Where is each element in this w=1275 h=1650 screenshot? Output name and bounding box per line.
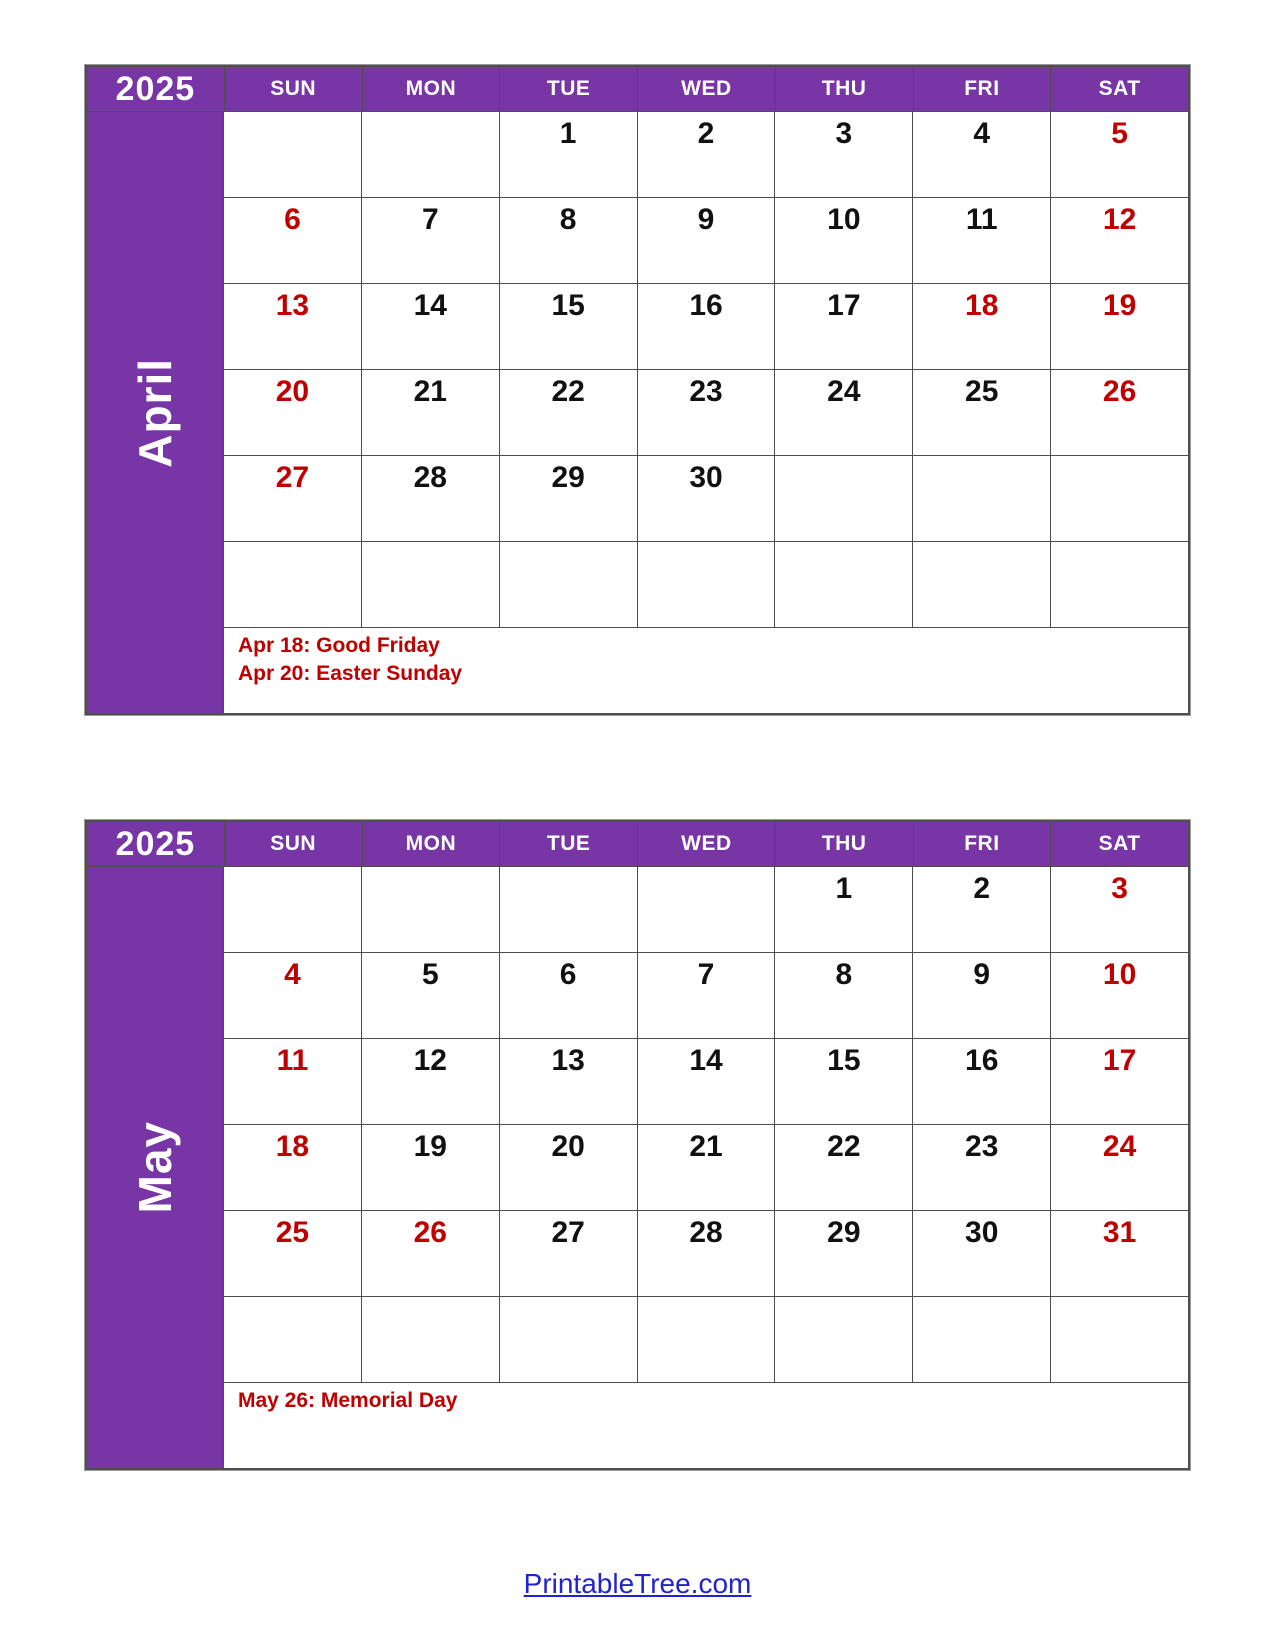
day-cell-empty bbox=[224, 542, 362, 627]
week-row bbox=[224, 284, 1188, 370]
may-body bbox=[87, 867, 1188, 1468]
day-cell-7: 7 bbox=[638, 953, 776, 1038]
week-row bbox=[224, 867, 1188, 953]
may-2025-calendar bbox=[85, 820, 1190, 1470]
day-cell-empty bbox=[1051, 456, 1188, 541]
day-cell-15: 15 bbox=[500, 284, 638, 369]
day-cell-31: 31 bbox=[1051, 1211, 1188, 1296]
day-cell-13: 13 bbox=[224, 284, 362, 369]
weekday-header-sat: SAT bbox=[1051, 67, 1188, 112]
week-row bbox=[224, 1039, 1188, 1125]
day-cell-19: 19 bbox=[1051, 284, 1188, 369]
weekday-header-sun: SUN bbox=[225, 67, 363, 112]
day-cell-20: 20 bbox=[500, 1125, 638, 1210]
day-cell-22: 22 bbox=[500, 370, 638, 455]
day-cell-30: 30 bbox=[913, 1211, 1051, 1296]
day-cell-empty bbox=[913, 456, 1051, 541]
day-cell-8: 8 bbox=[500, 198, 638, 283]
may-date-grid bbox=[224, 867, 1188, 1468]
day-cell-11: 11 bbox=[224, 1039, 362, 1124]
day-cell-empty bbox=[500, 542, 638, 627]
day-cell-6: 6 bbox=[224, 198, 362, 283]
day-cell-27: 27 bbox=[224, 456, 362, 541]
day-cell-empty bbox=[362, 112, 500, 197]
day-cell-1: 1 bbox=[500, 112, 638, 197]
day-cell-4: 4 bbox=[224, 953, 362, 1038]
day-cell-16: 16 bbox=[638, 284, 776, 369]
day-cell-28: 28 bbox=[362, 456, 500, 541]
week-row bbox=[224, 370, 1188, 456]
day-cell-1: 1 bbox=[775, 867, 913, 952]
day-cell-empty bbox=[224, 867, 362, 952]
day-cell-empty bbox=[362, 542, 500, 627]
may-header-row bbox=[87, 822, 1188, 867]
holiday-notes-row bbox=[224, 628, 1188, 713]
april-month-sidebar bbox=[87, 112, 224, 713]
weekday-header-thu: THU bbox=[776, 67, 914, 112]
day-cell-17: 17 bbox=[1051, 1039, 1188, 1124]
day-cell-empty bbox=[224, 112, 362, 197]
day-cell-3: 3 bbox=[1051, 867, 1188, 952]
day-cell-26: 26 bbox=[1051, 370, 1188, 455]
day-cell-20: 20 bbox=[224, 370, 362, 455]
month-name-label: April bbox=[129, 357, 181, 468]
day-cell-8: 8 bbox=[775, 953, 913, 1038]
year-label: 2025 bbox=[87, 67, 225, 112]
day-cell-28: 28 bbox=[638, 1211, 776, 1296]
day-cell-22: 22 bbox=[775, 1125, 913, 1210]
day-cell-29: 29 bbox=[775, 1211, 913, 1296]
day-cell-4: 4 bbox=[913, 112, 1051, 197]
day-cell-empty bbox=[775, 456, 913, 541]
day-cell-7: 7 bbox=[362, 198, 500, 283]
day-cell-18: 18 bbox=[224, 1125, 362, 1210]
day-cell-23: 23 bbox=[913, 1125, 1051, 1210]
day-cell-empty bbox=[913, 542, 1051, 627]
day-cell-10: 10 bbox=[1051, 953, 1188, 1038]
day-cell-18: 18 bbox=[913, 284, 1051, 369]
day-cell-29: 29 bbox=[500, 456, 638, 541]
holiday-note: Apr 20: Easter Sunday bbox=[238, 662, 463, 686]
week-row bbox=[224, 542, 1188, 628]
day-cell-empty bbox=[638, 867, 776, 952]
day-cell-empty bbox=[500, 867, 638, 952]
day-cell-empty bbox=[224, 1297, 362, 1382]
day-cell-27: 27 bbox=[500, 1211, 638, 1296]
day-cell-empty bbox=[638, 1297, 776, 1382]
holiday-note: Apr 18: Good Friday bbox=[238, 634, 440, 657]
day-cell-16: 16 bbox=[913, 1039, 1051, 1124]
day-cell-25: 25 bbox=[224, 1211, 362, 1296]
week-row bbox=[224, 456, 1188, 542]
day-cell-23: 23 bbox=[638, 370, 776, 455]
day-cell-empty bbox=[1051, 1297, 1188, 1382]
day-cell-5: 5 bbox=[1051, 112, 1188, 197]
footer-site-link[interactable]: PrintableTree.com bbox=[523, 1568, 752, 1599]
weekday-header-sat: SAT bbox=[1051, 822, 1188, 867]
day-cell-24: 24 bbox=[775, 370, 913, 455]
weekday-header-tue: TUE bbox=[500, 822, 638, 867]
day-cell-26: 26 bbox=[362, 1211, 500, 1296]
day-cell-empty bbox=[775, 542, 913, 627]
footer bbox=[0, 1568, 1275, 1600]
day-cell-empty bbox=[362, 1297, 500, 1382]
day-cell-empty bbox=[1051, 542, 1188, 627]
day-cell-5: 5 bbox=[362, 953, 500, 1038]
week-row bbox=[224, 1125, 1188, 1211]
day-cell-12: 12 bbox=[362, 1039, 500, 1124]
day-cell-11: 11 bbox=[913, 198, 1051, 283]
weekday-header-fri: FRI bbox=[914, 67, 1052, 112]
day-cell-2: 2 bbox=[638, 112, 776, 197]
weekday-header-thu: THU bbox=[776, 822, 914, 867]
day-cell-14: 14 bbox=[362, 284, 500, 369]
weekday-header-mon: MON bbox=[363, 822, 501, 867]
april-2025-calendar bbox=[85, 65, 1190, 715]
day-cell-14: 14 bbox=[638, 1039, 776, 1124]
day-cell-3: 3 bbox=[775, 112, 913, 197]
day-cell-empty bbox=[638, 542, 776, 627]
day-cell-empty bbox=[913, 1297, 1051, 1382]
day-cell-13: 13 bbox=[500, 1039, 638, 1124]
day-cell-2: 2 bbox=[913, 867, 1051, 952]
day-cell-9: 9 bbox=[638, 198, 776, 283]
may-month-sidebar bbox=[87, 867, 224, 1468]
month-name-label: May bbox=[129, 1121, 181, 1214]
day-cell-6: 6 bbox=[500, 953, 638, 1038]
day-cell-19: 19 bbox=[362, 1125, 500, 1210]
day-cell-15: 15 bbox=[775, 1039, 913, 1124]
day-cell-empty bbox=[500, 1297, 638, 1382]
week-row bbox=[224, 1211, 1188, 1297]
day-cell-25: 25 bbox=[913, 370, 1051, 455]
day-cell-21: 21 bbox=[638, 1125, 776, 1210]
weekday-header-sun: SUN bbox=[225, 822, 363, 867]
april-body bbox=[87, 112, 1188, 713]
week-row bbox=[224, 1297, 1188, 1383]
year-label: 2025 bbox=[87, 822, 225, 867]
week-row bbox=[224, 112, 1188, 198]
day-cell-30: 30 bbox=[638, 456, 776, 541]
day-cell-24: 24 bbox=[1051, 1125, 1188, 1210]
day-cell-empty bbox=[362, 867, 500, 952]
day-cell-empty bbox=[775, 1297, 913, 1382]
weekday-header-mon: MON bbox=[363, 67, 501, 112]
day-cell-12: 12 bbox=[1051, 198, 1188, 283]
holiday-notes-row bbox=[224, 1383, 1188, 1468]
day-cell-9: 9 bbox=[913, 953, 1051, 1038]
weekday-header-tue: TUE bbox=[500, 67, 638, 112]
april-date-grid bbox=[224, 112, 1188, 713]
day-cell-21: 21 bbox=[362, 370, 500, 455]
week-row bbox=[224, 953, 1188, 1039]
day-cell-10: 10 bbox=[775, 198, 913, 283]
weekday-header-wed: WED bbox=[638, 822, 776, 867]
day-cell-17: 17 bbox=[775, 284, 913, 369]
holiday-note: May 26: Memorial Day bbox=[238, 1389, 458, 1412]
april-header-row bbox=[87, 67, 1188, 112]
weekday-header-fri: FRI bbox=[914, 822, 1052, 867]
weekday-header-wed: WED bbox=[638, 67, 776, 112]
week-row bbox=[224, 198, 1188, 284]
